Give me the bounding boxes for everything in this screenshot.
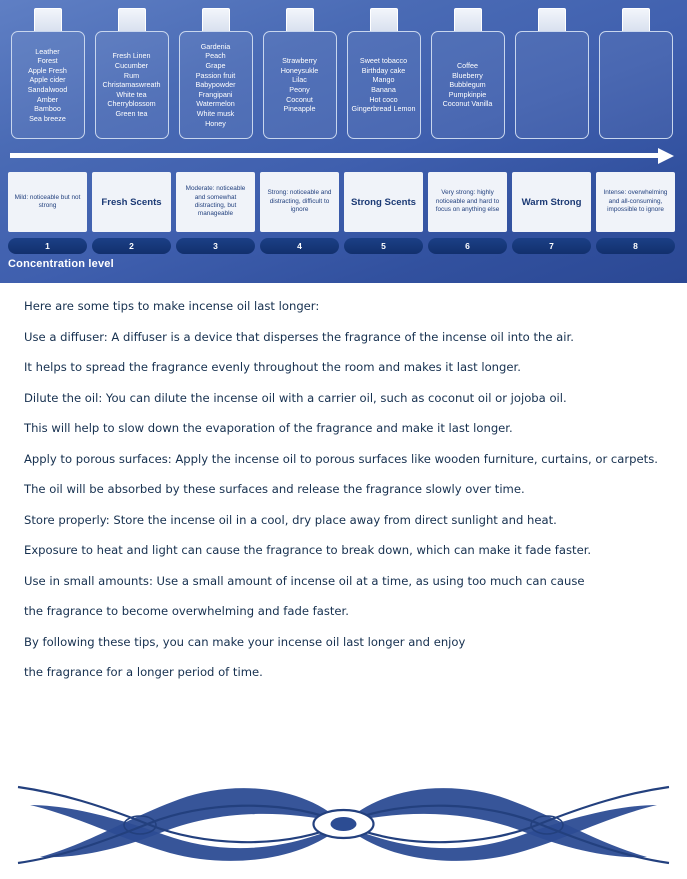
- bottle-body: [347, 31, 421, 139]
- paragraph: The oil will be absorbed by these surfaces and release the fragrance slowly over time.: [24, 482, 525, 496]
- bottle-cap-icon: [118, 8, 146, 31]
- scent-note: Coconut: [286, 94, 313, 104]
- bottle-cap-icon: [202, 8, 230, 31]
- descriptor-card-7: [512, 172, 591, 232]
- scent-note: Christamaswreath: [102, 80, 161, 90]
- scent-note: Apple Fresh: [28, 65, 67, 75]
- scent-note: Watermelon: [196, 99, 235, 109]
- level-chip-2: 2: [92, 238, 171, 254]
- scent-note: Fresh Linen: [112, 51, 151, 61]
- scent-note: Sweet tobacco: [359, 56, 408, 66]
- scent-note: Green tea: [115, 108, 148, 118]
- arrow-head-icon: [658, 148, 674, 164]
- bottle-cap-icon: [370, 8, 398, 31]
- descriptor-card-8: [596, 172, 675, 232]
- bottle-body: [95, 31, 169, 139]
- descriptor-text: Moderate: noticeable and somewhat distracting, but manageable: [185, 185, 246, 218]
- paragraph: Here are some tips to make incense oil last longer:: [24, 299, 320, 313]
- scent-note: Cucumber: [114, 61, 149, 71]
- scent-note: Honey: [205, 118, 226, 128]
- paragraph: It helps to spread the fragrance evenly throughout the room and makes it last longer.: [24, 360, 521, 374]
- level-chip-1: 1: [8, 238, 87, 254]
- scent-note: Blueberry: [452, 70, 483, 80]
- bottle-6: [428, 8, 507, 139]
- scent-note: Cherryblossom: [107, 99, 156, 109]
- scent-note: Grape: [205, 61, 226, 71]
- bottle-4: [260, 8, 339, 139]
- scent-note: Forest: [37, 56, 58, 66]
- bottle-2: [92, 8, 171, 139]
- level-chip-3: 3: [176, 238, 255, 254]
- descriptor-text: Warm Strong: [521, 196, 582, 208]
- paragraph: By following these tips, you can make your incense oil last longer and enjoy: [24, 634, 466, 649]
- scent-note: Coffee: [456, 61, 479, 71]
- scent-note: Lilac: [292, 75, 307, 85]
- scent-note: Bubblegum: [449, 80, 486, 90]
- bottle-body: [431, 31, 505, 139]
- scent-note: Coconut Vanilla: [442, 99, 493, 109]
- scent-note: Honeysukle: [280, 65, 319, 75]
- descriptor-text: Fresh Scents: [101, 196, 162, 208]
- descriptor-row: [8, 172, 679, 232]
- scent-note: Peach: [205, 51, 226, 61]
- paragraph: the fragrance to become overwhelming and fade faster.: [24, 604, 349, 618]
- scent-note: Sea breeze: [29, 113, 66, 123]
- level-chip-6: 6: [428, 238, 507, 254]
- bottle-body: [263, 31, 337, 139]
- bottle-3: [176, 8, 255, 139]
- descriptor-card-1: [8, 172, 87, 232]
- bottle-7: [512, 8, 591, 139]
- descriptor-card-5: [344, 172, 423, 232]
- scent-note: Frangipani: [198, 89, 233, 99]
- descriptor-card-3: [176, 172, 255, 232]
- paragraph: Apply to porous surfaces: Apply the incense oil to porous surfaces like wooden furniture, curtains, or carpets.: [24, 451, 658, 466]
- decorative-flourish-icon: [0, 773, 687, 873]
- descriptor-text: Intense: overwhelming and all-consuming, impossible to ignore: [603, 189, 668, 214]
- paragraph: Store properly: Store the incense oil in a cool, dry place away from direct sunlight and heat.: [24, 512, 557, 527]
- scent-note: Gardenia: [200, 41, 231, 51]
- level-chip-4: 4: [260, 238, 339, 254]
- bottle-cap-icon: [538, 8, 566, 31]
- descriptor-card-6: [428, 172, 507, 232]
- paragraph: the fragrance for a longer period of time.: [24, 665, 263, 679]
- bottle-row: [8, 8, 679, 139]
- bottle-cap-icon: [34, 8, 62, 31]
- bottle-1: [8, 8, 87, 139]
- concentration-level-label: Concentration level: [8, 258, 114, 270]
- scent-note: Peony: [289, 85, 310, 94]
- descriptor-card-2: [92, 172, 171, 232]
- level-chip-7: 7: [512, 238, 591, 254]
- article-body: [0, 283, 687, 696]
- level-number-row: [8, 238, 679, 254]
- descriptor-text: Strong: noticeable and distracting, difficult to ignore: [267, 189, 332, 214]
- scent-note: Leather: [35, 46, 60, 56]
- intensity-arrow: [10, 148, 674, 164]
- bottle-cap-icon: [286, 8, 314, 31]
- concentration-infographic: [0, 0, 687, 283]
- bottle-cap-icon: [454, 8, 482, 31]
- paragraph: This will help to slow down the evaporation of the fragrance and make it last longer.: [24, 421, 513, 435]
- scent-note: Pumpkinpie: [448, 89, 487, 99]
- scent-note: Apple cider: [29, 75, 66, 85]
- descriptor-text: Mild: noticeable but not strong: [14, 193, 81, 209]
- bottle-body: [11, 31, 85, 139]
- scent-note: Hot coco: [369, 94, 398, 104]
- scent-note: Babypowder: [195, 80, 236, 90]
- level-chip-5: 5: [344, 238, 423, 254]
- scent-note: Mango: [372, 75, 395, 85]
- scent-note: White tea: [116, 89, 147, 99]
- descriptor-text: Very strong: highly noticeable and hard to focus on anything else: [435, 189, 500, 214]
- descriptor-card-4: [260, 172, 339, 232]
- paragraph: Dilute the oil: You can dilute the incense oil with a carrier oil, such as coconut oil or jojoba oil.: [24, 390, 567, 405]
- paragraph: Exposure to heat and light can cause the fragrance to break down, which can make it fade faster.: [24, 543, 592, 557]
- scent-note: Banana: [371, 85, 396, 94]
- scent-note: Birthday cake: [361, 65, 406, 75]
- bottle-body: [599, 31, 673, 139]
- scent-note: White musk: [196, 108, 235, 118]
- paragraph: Use a diffuser: A diffuser is a device that disperses the fragrance of the incense oil into the air.: [24, 329, 574, 344]
- bottle-body: [515, 31, 589, 139]
- scent-note: Passion fruit: [195, 70, 236, 80]
- scent-note: Strawberry: [282, 56, 317, 66]
- scent-note: Rum: [123, 70, 140, 80]
- scent-note: Amber: [36, 94, 59, 104]
- bottle-cap-icon: [622, 8, 650, 31]
- descriptor-text: Strong Scents: [350, 196, 417, 208]
- bottle-8: [596, 8, 675, 139]
- bottle-5: [344, 8, 423, 139]
- arrow-line: [10, 153, 658, 158]
- level-chip-8: 8: [596, 238, 675, 254]
- scent-note: Pineapple: [283, 104, 316, 114]
- scent-note: Sandalwood: [27, 85, 68, 94]
- scent-note: Bamboo: [34, 104, 61, 114]
- paragraph: Use in small amounts: Use a small amount of incense oil at a time, as using too much can cause: [24, 573, 585, 588]
- scent-note: Gingerbread Lemon: [351, 104, 416, 114]
- bottle-body: [179, 31, 253, 139]
